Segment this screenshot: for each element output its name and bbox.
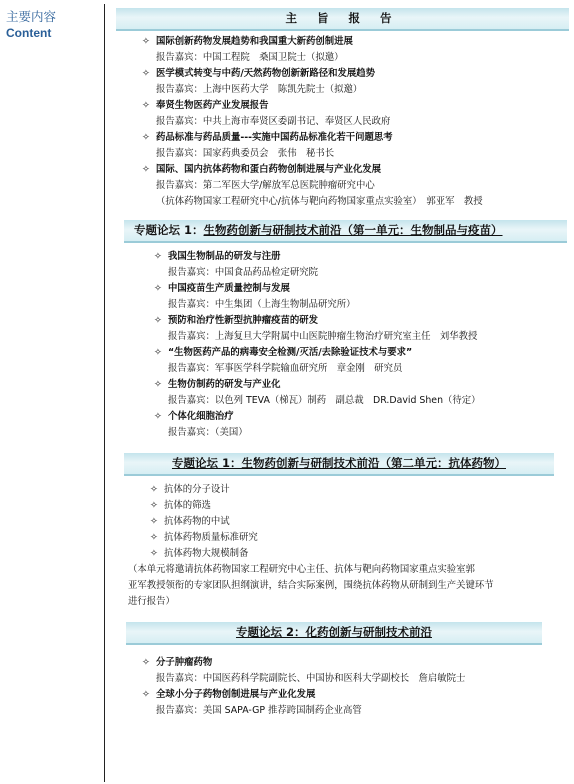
sidebar <box>6 8 98 42</box>
list-item <box>110 377 570 409</box>
item-title <box>154 313 570 329</box>
star-bullet-icon: ✧ <box>150 548 158 559</box>
item-title-text: 奉贤生物医药产业发展报告 <box>156 100 269 111</box>
item-detail: 报告嘉宾：中生集团（上海生物制品研究所） <box>168 299 356 310</box>
star-bullet-icon: ✧ <box>154 411 162 422</box>
forum1b-note <box>110 562 570 610</box>
item-detail: 报告嘉宾：军事医学科学院输血研究所 章金刚 研究员 <box>168 363 403 374</box>
item-title-text: “生物医药产品的病毒安全检测/灭活/去除验证技术与要求” <box>168 347 413 358</box>
star-bullet-icon: ✧ <box>154 379 162 390</box>
item-title-text: 个体化细胞治疗 <box>168 411 234 422</box>
item-title <box>142 98 570 114</box>
item-title <box>154 409 570 425</box>
item-detail: 报告嘉宾：以色列 TEVA（梯瓦）制药 副总裁 DR.David Shen（待定） <box>168 395 481 406</box>
list-item <box>110 345 570 377</box>
list-item <box>110 482 570 498</box>
star-bullet-icon: ✧ <box>142 36 150 47</box>
item-title <box>154 345 570 361</box>
item-detail: 报告嘉宾：中共上海市奉贤区委副书记、奉贤区人民政府 <box>156 116 391 127</box>
item-title <box>142 687 570 703</box>
list-item <box>110 530 570 546</box>
item-detail: （抗体药物国家工程研究中心/抗体与靶向药物国家重点实验室） 郭亚军 教授 <box>156 196 483 207</box>
star-bullet-icon: ✧ <box>154 283 162 294</box>
item-text: 抗体药物质量标准研究 <box>164 532 258 543</box>
item-detail: 报告嘉宾：（美国） <box>168 427 248 438</box>
list-item <box>110 34 570 66</box>
item-title <box>142 655 570 671</box>
list-item <box>110 98 570 130</box>
sidebar-title-cn: 主要内容 <box>6 9 57 24</box>
star-bullet-icon: ✧ <box>142 164 150 175</box>
list-item <box>110 130 570 162</box>
forum2-banner-text: 专题论坛 2：化药创新与研制技术前沿 <box>235 625 432 639</box>
item-detail: 报告嘉宾：上海中医药大学 陈凯先院士（拟邀） <box>156 84 363 95</box>
star-bullet-icon: ✧ <box>154 315 162 326</box>
item-title-text: 分子肿瘤药物 <box>156 657 213 668</box>
item-title-text: 国际创新药物发展趋势和我国重大新药创制进展 <box>156 36 353 47</box>
list-item <box>110 313 570 345</box>
star-bullet-icon: ✧ <box>142 689 150 700</box>
forum2-banner <box>126 622 542 645</box>
item-title <box>154 281 570 297</box>
item-detail: 报告嘉宾：中国医药科学院副院长、中国协和医科大学副校长 詹启敏院士 <box>156 673 466 684</box>
item-detail: 报告嘉宾：国家药典委员会 张伟 秘书长 <box>156 148 335 159</box>
item-text: 抗体的分子设计 <box>164 484 230 495</box>
forum1a-banner <box>124 220 567 243</box>
star-bullet-icon: ✧ <box>150 516 158 527</box>
forum1b-banner <box>124 453 554 476</box>
star-bullet-icon: ✧ <box>150 500 158 511</box>
list-item <box>110 514 570 530</box>
list-item <box>110 249 570 281</box>
forum1a-banner-prefix: 专题论坛 1： <box>134 223 204 237</box>
content-main <box>110 8 570 719</box>
item-title-text: 国际、国内抗体药物和蛋白药物创制进展与产业化发展 <box>156 164 382 175</box>
list-item <box>110 409 570 441</box>
list-item <box>110 546 570 562</box>
item-text: 抗体的筛选 <box>164 500 211 511</box>
forum1b-note-line: 进行报告） <box>128 596 175 607</box>
forum2-list <box>110 655 570 719</box>
item-title-text: 中国疫苗生产质量控制与发展 <box>168 283 290 294</box>
keynote-banner: 主 旨 报 告 <box>116 8 569 31</box>
forum1b-banner-text: 专题论坛 1：生物药创新与研制技术前沿（第二单元：抗体药物） <box>171 456 506 470</box>
list-item <box>110 281 570 313</box>
item-detail: 报告嘉宾：美国 SAPA-GP 推荐跨国制药企业高管 <box>156 705 362 716</box>
star-bullet-icon: ✧ <box>142 657 150 668</box>
item-text: 抗体药物的中试 <box>164 516 230 527</box>
list-item <box>110 655 570 687</box>
list-item <box>110 687 570 719</box>
item-title-text: 医学模式转变与中药/天然药物创新新路径和发展趋势 <box>156 68 376 79</box>
star-bullet-icon: ✧ <box>142 68 150 79</box>
item-title <box>142 130 570 146</box>
star-bullet-icon: ✧ <box>150 532 158 543</box>
list-item <box>110 498 570 514</box>
item-text: 抗体药物大规模制备 <box>164 548 249 559</box>
item-detail: 报告嘉宾：第二军医大学/解放军总医院肿瘤研究中心 <box>156 180 375 191</box>
item-title-text: 药品标准与药品质量---实施中国药品标准化若干问题思考 <box>156 132 393 143</box>
star-bullet-icon: ✧ <box>142 100 150 111</box>
item-title-text: 我国生物制品的研发与注册 <box>168 251 281 262</box>
list-item <box>110 162 570 210</box>
item-title-text: 全球小分子药物创制进展与产业化发展 <box>156 689 316 700</box>
item-detail: 报告嘉宾：上海复旦大学附属中山医院肿瘤生物治疗研究室主任 刘华教授 <box>168 331 478 342</box>
forum1b-note-line: 亚军教授领衔的专家团队担纲演讲，结合实际案例，围绕抗体药物从研制到生产关键环节 <box>128 580 494 591</box>
star-bullet-icon: ✧ <box>154 251 162 262</box>
item-detail: 报告嘉宾：中国食品药品检定研究院 <box>168 267 319 278</box>
item-title <box>142 162 570 178</box>
forum1a-banner-main: 生物药创新与研制技术前沿（第一单元：生物制品与疫苗） <box>203 223 503 237</box>
star-bullet-icon: ✧ <box>142 132 150 143</box>
forum1b-note-line: （本单元将邀请抗体药物国家工程研究中心主任、抗体与靶向药物国家重点实验室郭 <box>128 564 475 575</box>
star-bullet-icon: ✧ <box>154 347 162 358</box>
forum1b-list <box>110 482 570 562</box>
item-title <box>154 249 570 265</box>
keynote-list <box>110 34 570 210</box>
item-title <box>142 34 570 50</box>
item-title-text: 生物仿制药的研发与产业化 <box>168 379 281 390</box>
item-title <box>142 66 570 82</box>
star-bullet-icon: ✧ <box>150 484 158 495</box>
forum1a-list <box>110 249 570 441</box>
sidebar-title-en: Content <box>6 26 52 40</box>
divider-line <box>104 4 105 782</box>
item-title <box>154 377 570 393</box>
item-title-text: 预防和治疗性新型抗肿瘤疫苗的研发 <box>168 315 319 326</box>
item-detail: 报告嘉宾：中国工程院 桑国卫院士（拟邀） <box>156 52 344 63</box>
list-item <box>110 66 570 98</box>
